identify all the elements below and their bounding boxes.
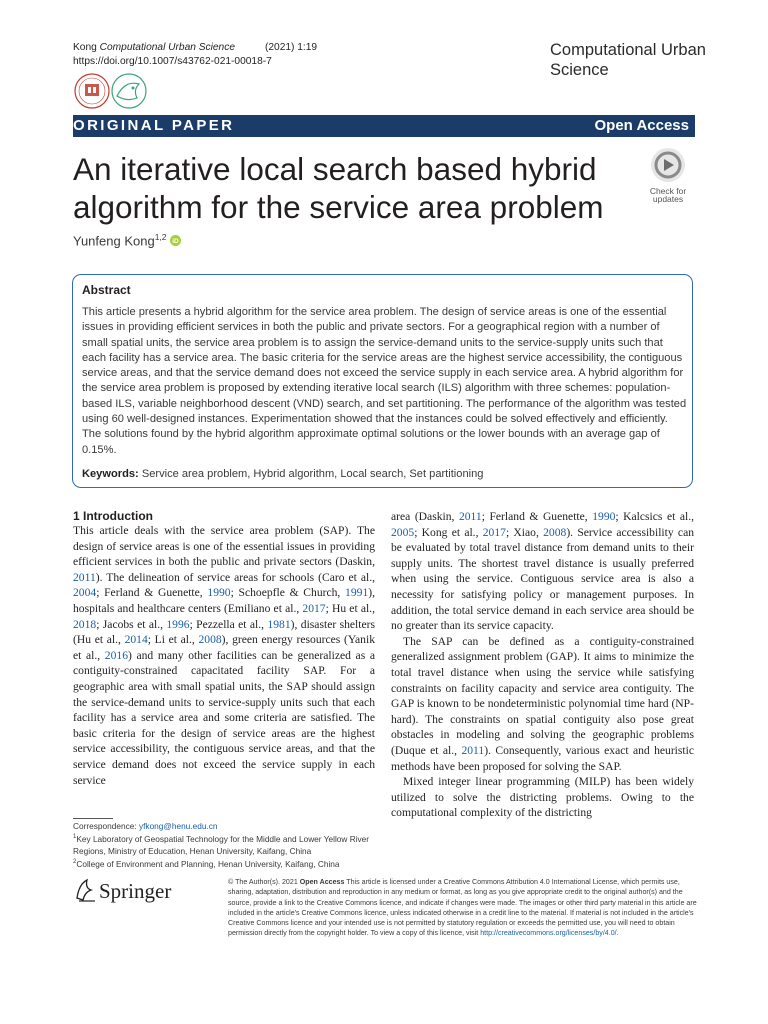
check-updates-line2: updates bbox=[652, 194, 684, 204]
running-header bbox=[73, 41, 317, 69]
body-text: ; Pezzella et al., bbox=[189, 617, 268, 631]
header-doi[interactable]: https://doi.org/10.1007/s43762-021-00018-7 bbox=[73, 56, 272, 67]
body-text: ), green energy resources (Yanik et al., bbox=[73, 633, 375, 662]
header-citation: (2021) 1:19 bbox=[264, 42, 318, 53]
citation-link[interactable]: 2011 bbox=[461, 743, 485, 757]
footnotes: Correspondence: yfkong@henu.edu.cn $^1$Key Laboratory of Geospatial Technology for the Middle and Lower Yellow River Regions, Ministry of Education, Henan University, Kaifang, China $^2$College of Environment and Planning, Henan University, Kaifang, China bbox=[73, 821, 370, 869]
check-for-updates-badge[interactable] bbox=[640, 145, 696, 205]
body-text: Mixed integer linear programming (MILP) has been widely utilized to solve the districting problems. Owing to the computational complexity of the districting bbox=[391, 775, 694, 820]
open-access-label: Open Access bbox=[594, 117, 689, 134]
keywords bbox=[82, 468, 483, 480]
body-text: ; Schoepfle & Church, bbox=[230, 586, 346, 600]
body-column-right bbox=[391, 509, 694, 821]
article-type-label: ORIGINAL PAPER bbox=[73, 117, 235, 134]
body-text: area (Daskin, bbox=[391, 510, 459, 523]
author-name: Yunfeng Kong bbox=[73, 233, 155, 249]
body-text: ). Consequently, various exact and heuristic methods have been proposed for solving the SAP. bbox=[391, 743, 694, 773]
body-column-left bbox=[73, 523, 375, 788]
body-text: This article deals with the service area problem (SAP). The design of service areas is one of the essential issues in providing efficient services in both the public and private sectors (Daskin, bbox=[73, 524, 375, 569]
citation-link[interactable]: 2014 bbox=[124, 633, 148, 647]
body-text: ; Ferland & Guenette, bbox=[481, 510, 593, 523]
citation-link[interactable]: 2011 bbox=[458, 510, 482, 523]
article-type-banner bbox=[73, 115, 695, 137]
affiliation-2: College of Environment and Planning, Henan University, Kaifang, China bbox=[76, 858, 340, 869]
citation-link[interactable]: 2004 bbox=[73, 586, 97, 600]
citation-link[interactable]: 1991 bbox=[345, 586, 369, 600]
body-text: ; Hu et al., bbox=[325, 601, 375, 615]
citation-link[interactable]: 2005 bbox=[391, 525, 415, 539]
body-text: ; Li et al., bbox=[147, 633, 199, 647]
body-text: ) and many other facilities can be generalized as a contiguity-constrained capacitated facility SAP. For a geographic area with small spatial units, the SAP should assign the service-demand units to service-supply units such that each facility has a service area and some criteria are satisfied. The basic criteria for the design of service areas are the highest service accessibility, the contiguous service areas, and that the service demand does not exceed the service supply in each service bbox=[73, 648, 375, 787]
citation-link[interactable]: 2017 bbox=[482, 525, 506, 539]
header-journal: Computational Urban Science bbox=[99, 42, 235, 53]
check-updates-line1: Check for bbox=[649, 186, 687, 196]
author-affil: 1,2 bbox=[154, 232, 167, 242]
section-heading: 1 Introduction bbox=[73, 509, 153, 523]
license-link[interactable]: http://creativecommons.org/licenses/by/4.0/ bbox=[480, 929, 617, 938]
body-text: ; Xiao, bbox=[505, 525, 544, 539]
body-text: ), disaster shelters (Hu et al., bbox=[73, 617, 375, 647]
keywords-label: Keywords: bbox=[82, 468, 139, 480]
keywords-list: Service area problem, Hybrid algorithm, Local search, Set partitioning bbox=[141, 468, 484, 480]
citation-link[interactable]: 1990 bbox=[592, 510, 616, 523]
journal-name: Computational Urban Science bbox=[550, 41, 706, 79]
paragraph bbox=[391, 634, 694, 774]
body-text: ; Ferland & Guenette, bbox=[96, 586, 208, 600]
license-notice: © The Author(s). 2021 Open Access This article is licensed under a Creative Commons Attribution 4.0 International License, which permits use, sharing, adaptation, distribution and reproduction in any medium or format, as long as you give appropriate credit to the original author(s) and the source, provide a link to the Creative Commons licence, and indicate if changes were made. The images or other third party material in this article are included in the article's Creative Commons licence, unless indicated otherwise in a credit line to the material. If material is not included in the article's Creative Commons licence and your intended use is not permitted by statutory regulation or exceeds the permitted use, you will need to obtain permission directly from the copyright holder. To view a copy of this licence, visit http://creativecommons.org/licenses/by/4.0/. bbox=[228, 878, 697, 938]
citation-link[interactable]: 2016 bbox=[104, 648, 128, 662]
body-text: The SAP can be defined as a contiguity-constrained generalized assignment problem (GAP). It aims to minimize the total travel distance when using the service while satisfying constraints on facility capacity and service area contiguity. The GAP is known to be nondeterministic polynomial time hard (NP-hard). The constraints on spatial contiguity also pose great obstacles in modeling and solving the geographic problems (Duque et al., bbox=[391, 634, 694, 757]
body-text: ). Service accessibility can be evaluated by total travel distance from demand units to their supply units. The shortest travel distance is usually preferred when using the service. Contiguous service area is also a necessity for satisfying policy or management purposes. In addition, the total service demand in each service area should be no greater than its service capacity. bbox=[391, 525, 695, 633]
affiliation-1: Key Laboratory of Geospatial Technology for the Middle and Lower Yellow River Regions, Ministry of Education, Henan University, Kaifang, China bbox=[73, 834, 370, 856]
author-line bbox=[73, 232, 181, 248]
springer-logo bbox=[73, 874, 183, 906]
paragraph bbox=[391, 774, 694, 821]
svg-text:iD: iD bbox=[172, 238, 179, 246]
citation-link[interactable]: 1981 bbox=[267, 617, 291, 631]
henan-university-logo bbox=[73, 72, 163, 110]
footnote-rule bbox=[73, 818, 113, 819]
body-text: ; Kalcsics et al., bbox=[615, 510, 694, 523]
paragraph bbox=[391, 509, 694, 634]
citation-link[interactable]: 2017 bbox=[302, 601, 326, 615]
article-title: An iterative local search based hybrid algorithm for the service area problem bbox=[73, 151, 604, 225]
citation-link[interactable]: 2018 bbox=[73, 617, 97, 631]
email-link[interactable]: yfkong@henu.edu.cn bbox=[138, 821, 218, 831]
body-text: ). The delineation of service areas for schools (Caro et al., bbox=[95, 570, 375, 584]
paragraph bbox=[73, 523, 375, 788]
citation-link[interactable]: 1990 bbox=[207, 586, 231, 600]
citation-link[interactable]: 2011 bbox=[73, 570, 96, 584]
citation-link[interactable]: 1996 bbox=[166, 617, 190, 631]
body-text: ; Kong et al., bbox=[414, 525, 483, 539]
abstract-heading: Abstract bbox=[82, 283, 131, 297]
header-author: Kong bbox=[73, 42, 97, 53]
springer-wordmark: Springer bbox=[99, 879, 172, 903]
body-text: ; Jacobs et al., bbox=[96, 617, 167, 631]
citation-link[interactable]: 2008 bbox=[543, 525, 567, 539]
abstract-text: This article presents a hybrid algorithm for the service area problem. The design of service areas is one of the essential issues in providing efficient services in both the public and private sectors. For a geographical region with a number of small spatial units, the service area problem is to assign the service-demand units to the service-supply units such that each facility has a service area. The basic criteria for the service areas are the highest service accessibility, the contiguous service areas, and that the service demand does not exceed the service supply in each service area. A hybrid algorithm for the service area problem is proposed by extending iterative local search (ILS) algorithm with three schemes: population-based ILS, variable neighborhood descent (VND) search, and set partitioning. The performance of the algorithm was tested using 60 well-designed instances. Experimentation showed that the instances could be solved effectively and efficiently. The solutions found by the hybrid algorithm approximate optimal solutions or the lower bounds with an average gap of 0.15%. bbox=[82, 306, 687, 456]
orcid-icon[interactable] bbox=[170, 235, 181, 246]
citation-link[interactable]: 2008 bbox=[198, 633, 222, 647]
body-text: ), hospitals and healthcare centers (Emiliano et al., bbox=[73, 586, 375, 615]
